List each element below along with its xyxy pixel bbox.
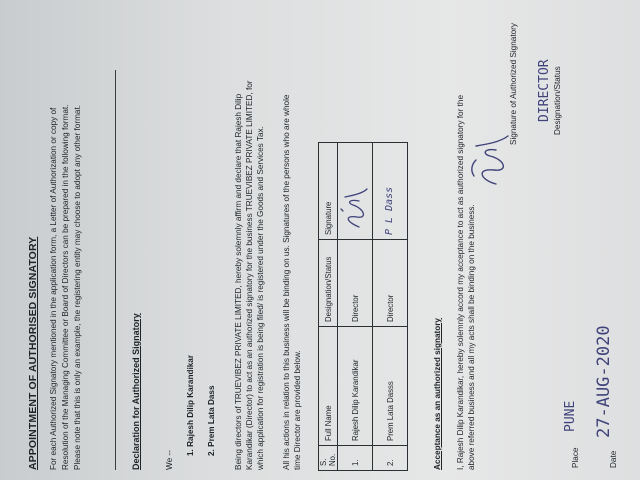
- table-cell: Rajesh Dilip Karandikar: [338, 327, 373, 446]
- signature-cell: [373, 143, 408, 240]
- signature-scribble: [339, 175, 371, 231]
- table-cell: Prem Lata Dasss: [373, 327, 408, 446]
- binding-line: All his actions in relation to this business will be binding on us. Signatures of the persons who are whole: [282, 94, 291, 470]
- handwritten-designation: DIRECTOR: [537, 59, 552, 122]
- signature-cell: [338, 143, 373, 240]
- table-header: S. No.: [319, 446, 338, 471]
- handwritten-signature-2: P L Dass: [384, 186, 395, 235]
- handwritten-date: 27-AUG-2020: [594, 325, 614, 438]
- designation-label: Designation/Status: [553, 66, 562, 135]
- acceptance-heading: Acceptance as an authorized signatory: [433, 318, 442, 470]
- intro-line: Resolution of the Managing Committee or Board of Directors can be prepared in the following format.: [61, 104, 70, 470]
- intro-line: For each Authorized Signatory mentioned in the application form, a Letter of Authorization or copy of: [49, 107, 58, 470]
- director-1: 1. Rajesh Dilip Karandikar: [186, 354, 195, 456]
- table-cell: 2.: [373, 446, 408, 471]
- declaration-line: Karandikar (Director) to act as an authorized signatory for the business TRUEVIBEZ PRIVATE LIMITED, for: [245, 80, 254, 470]
- table-row: [338, 143, 373, 471]
- signature-label: Signature of Authorized Signatory: [509, 23, 518, 145]
- table-row: [373, 143, 408, 471]
- table-cell: 1.: [338, 446, 373, 471]
- we-text: We --: [165, 450, 174, 470]
- intro-line: Please note that this is only an example, the registering entity may choose to adopt any other format.: [73, 104, 82, 470]
- declaration-line: which application for registration is being filed/ is registered under the Goods and Services Tax.: [256, 126, 265, 470]
- divider-line: [115, 70, 116, 470]
- handwritten-place: PUNE: [563, 400, 578, 432]
- director-2: 2. Prem Lata Dass: [207, 385, 216, 456]
- table-header-row: [319, 143, 338, 471]
- acceptance-line: I, Rajesh Dilip Karandikar, hereby solemnly accord my acceptance to act as authorized signatory for the: [456, 95, 465, 470]
- signatory-table: [318, 142, 408, 471]
- binding-line: time Director are provided below.: [293, 350, 302, 470]
- declaration-heading: Declaration for Authorized Signatory: [131, 313, 141, 470]
- declaration-line: Being directors of TRUEVIBEZ PRIVATE LIMITED, hereby solemnly affirm and declare that Rajesh Dilip: [234, 93, 243, 470]
- table-cell: Director: [373, 240, 408, 327]
- place-label: Place: [571, 447, 580, 468]
- date-label: Date: [609, 450, 618, 468]
- table-cell: Director: [338, 240, 373, 327]
- document-title: APPOINTMENT OF AUTHORISED SIGNATORY: [27, 236, 39, 470]
- table-header: Signature: [319, 143, 338, 240]
- table-header: Full Name: [319, 327, 338, 446]
- table-header: Designation/Status: [319, 240, 338, 327]
- acceptance-line: above referred business and all my acts shall be binding on the business.: [467, 204, 476, 470]
